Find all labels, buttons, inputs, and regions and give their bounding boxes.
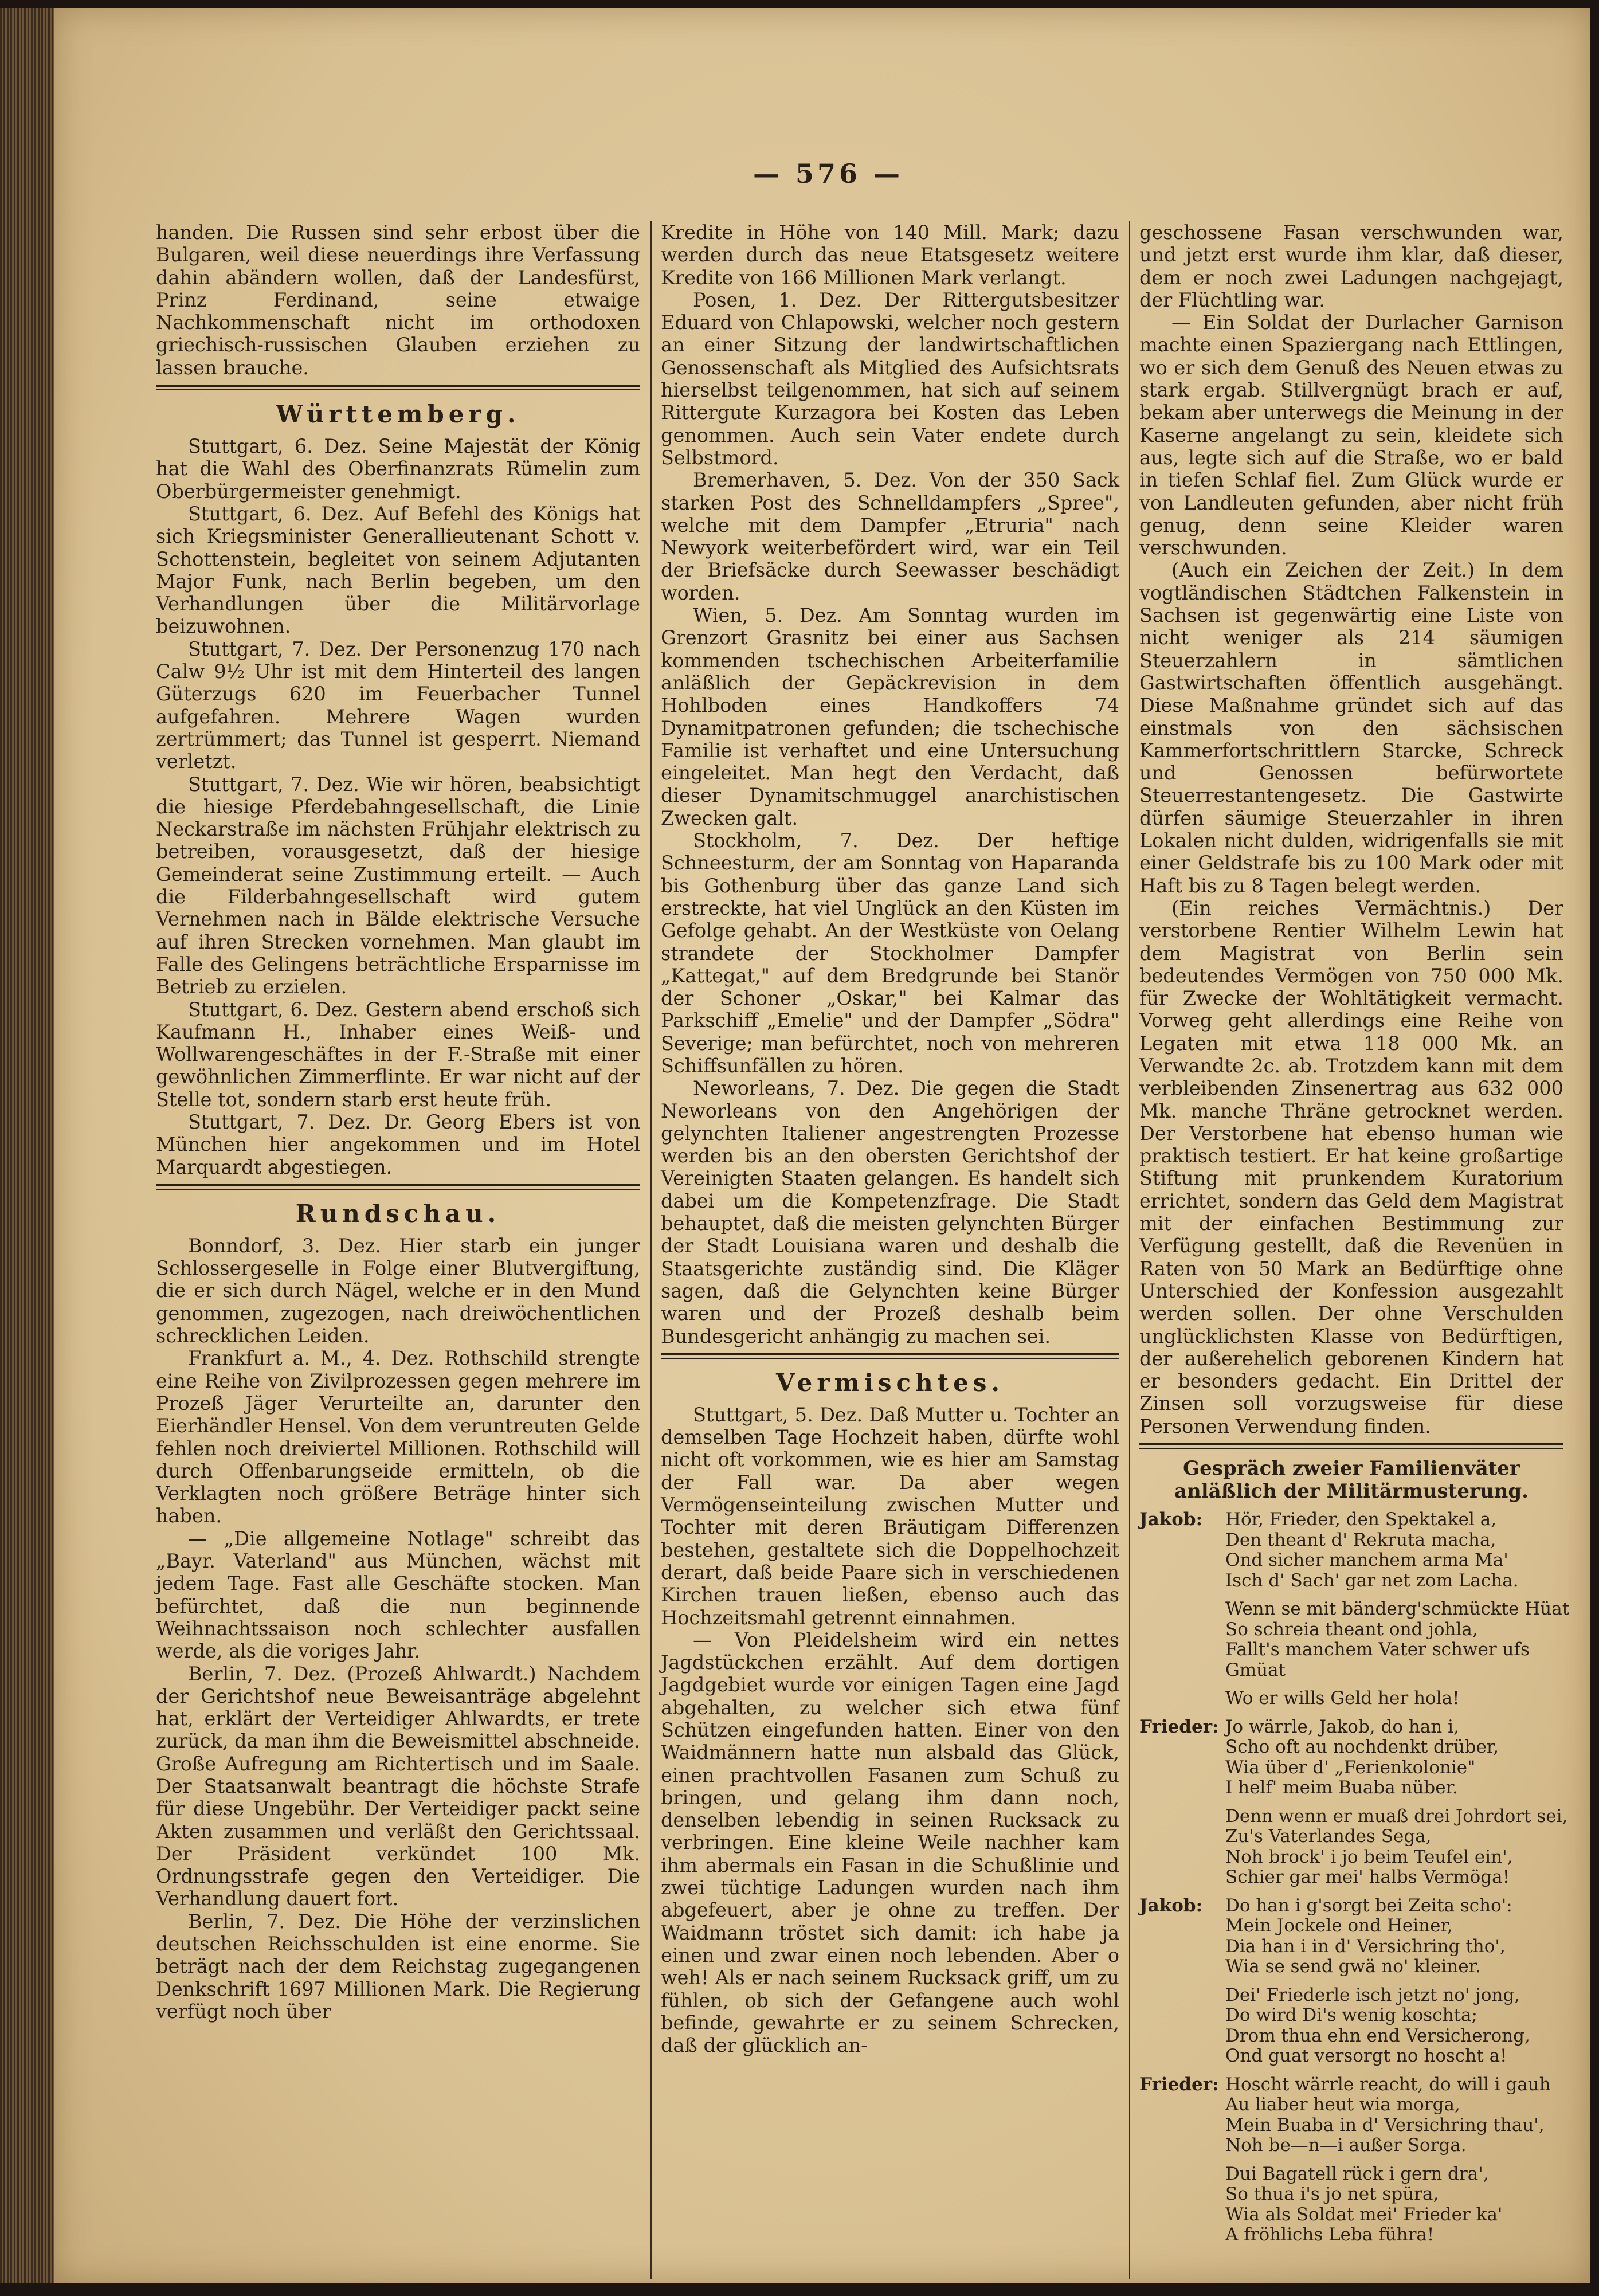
poem-line: Zu's Vaterlandes Sega, xyxy=(1225,1826,1432,1847)
article: Wien, 5. Dez. Am Sonntag wurden im Grenzort Grasnitz bei einer aus Sachsen kommenden tschechischen Arbeiterfamilie anläßlich der Gepäckrevision in dem Hohlboden eines Handkoffers 74 Dynamitpatronen gefunden; die tschechische Familie ist verhaftet und eine Untersuchung eingeleitet. Man hegt den Verdacht, daß dieser Dynamitschmuggel anarchistischen Zwecken galt. xyxy=(661,604,1119,829)
poem-line: Do han i g'sorgt bei Zeita scho': xyxy=(1225,1895,1512,1916)
page-number: — 576 — xyxy=(753,158,904,189)
poem-stanza xyxy=(1225,1717,1567,1799)
poem-line: Hör, Frieder, den Spektakel a, xyxy=(1225,1509,1497,1530)
col3-intro: geschossene Fasan verschwunden war, und jetzt erst wurde ihm klar, daß dieser, dem er noch zwei Ladungen nachgejagt, der Flüchtling war. xyxy=(1139,221,1563,311)
poem-line: Isch d' Sach' gar net zom Lacha. xyxy=(1225,1570,1519,1591)
article: Berlin, 7. Dez. (Prozeß Ahlwardt.) Nachdem der Gerichtshof neue Beweisanträge abgelehnt hat, erklärt der Verteidiger Ahlwardts, er trete zurück, da man ihm die Beweismittel abschneide. Große Aufregung am Richtertisch und im Saale. Der Staatsanwalt beantragt die höchste Strafe für diese Ungebühr. Der Verteidiger packt seine Akten zusammen und verläßt den Gerichtssaal. Der Präsident verkündet 100 Mk. Ordnungsstrafe gegen den Verteidiger. Die Verhandlung dauert fort. xyxy=(156,1662,640,1910)
binding-gutter xyxy=(0,8,54,2283)
poem-line: Gmüat xyxy=(1225,1659,1286,1680)
poem-stanza xyxy=(1225,1510,1569,1591)
poem-line: I helf' meim Buaba nüber. xyxy=(1225,1777,1458,1799)
poem-line: Wenn se mit bänderg'schmückte Hüat xyxy=(1225,1598,1570,1620)
poem-speaker: Frieder: xyxy=(1139,2074,1219,2095)
poem-line: Noh be—n—i außer Sorga. xyxy=(1225,2135,1467,2156)
poem-line: Dia han i in d' Versichring tho', xyxy=(1225,1935,1506,1957)
article: Bonndorf, 3. Dez. Hier starb ein junger Schlossergeselle in Folge einer Blutvergiftung, die er sich durch Nägel, welche er in den Mund genommen, zugezogen, nach dreiwöchentlichen schrecklichen Leiden. xyxy=(156,1234,640,1347)
section-heading-vermischtes: Vermischtes. xyxy=(775,1368,1005,1397)
article: (Auch ein Zeichen der Zeit.) In dem vogtländischen Städtchen Falkenstein in Sachsen ist gegenwärtig eine Liste von nicht weniger als 214 säumigen Steuerzahlern in sämtlichen Gastwirtschaften öffentlich ausgehängt. Diese Maßnahme gründet sich auf das einstmals von den sächsischen Kammerfortschrittlern Starcke, Schreck und Genossen befürwortete Steuerrestantengesetz. Die Gastwirte dürfen säumige Steuerzahler in ihren Lokalen nicht dulden, widrigenfalls sie mit einer Geldstrafe bis zu 100 Mark oder mit Haft bis zu 8 Tagen belegt werden. xyxy=(1139,559,1563,897)
poem-title: Gespräch zweier Familienväter anläßlich der Militärmusterung. xyxy=(1174,1457,1529,1503)
poem-stanza xyxy=(1225,1807,1567,1888)
section-rule xyxy=(156,385,640,390)
poem-line: Au liaber heut wia morga, xyxy=(1225,2094,1460,2115)
article: Berlin, 7. Dez. Die Höhe der verzinslichen deutschen Reichsschulden ist eine enorme. Sie beträgt nach der dem Reichstag zugegangenen Denkschrift 1697 Millionen Mark. Die Regierung verfügt noch über xyxy=(156,1910,640,2023)
poem-part xyxy=(1139,2075,1563,2254)
article: Stockholm, 7. Dez. Der heftige Schneesturm, der am Sonntag von Haparanda bis Gothenburg über das ganze Land sich erstreckte, hat viel Unglück an den Küsten im Gefolge gehabt. An der Westküste von Oelang strandete der Stockholmer Dampfer „Kattegat," auf dem Bredgrunde bei Stanör der Schoner „Oskar," bei Kalmar das Parkschiff „Emelie" und der Dampfer „Södra" Severige; man befürchtet, noch von mehreren Schiffsunfällen zu hören. xyxy=(661,829,1119,1077)
poem-stanza xyxy=(1225,2075,1563,2156)
article: Stuttgart, 7. Dez. Wie wir hören, beabsichtigt die hiesige Pferdebahngesellschaft, die Linie Neckarstraße im nächsten Frühjahr elektrisch zu betreiben, vorausgesetzt, daß der hiesige Gemeinderat seine Zustimmung erteilt. — Auch die Filderbahngesellschaft wird gutem Vernehmen nach in Bälde elektrische Versuche auf ihren Strecken vornehmen. Man glaubt im Falle des Gelingens beträchtliche Ersparnisse im Betrieb zu erzielen. xyxy=(156,773,640,998)
article: Bremerhaven, 5. Dez. Von der 350 Sack starken Post des Schnelldampfers „Spree", welche mit dem Dampfer „Etruria" nach Newyork weiterbefördert wird, war ein Teil der Briefsäcke durch Seewasser beschädigt worden. xyxy=(661,469,1119,604)
column-2 xyxy=(661,221,1119,2056)
article: — Ein Soldat der Durlacher Garnison machte einen Spaziergang nach Ettlingen, wo er sich dem Genuß des Neuen etwas zu stark ergab. Stillvergnügt brach er auf, bekam aber unterwegs die Meinung in der Kaserne angelangt zu sein, kleidete sich aus, legte sich auf die Straße, wo er bald in tiefen Schlaf fiel. Zum Glück wurde er von Landleuten gefunden, aber nicht früh genug, denn seine Kleider waren verschwunden. xyxy=(1139,311,1563,559)
poem-part xyxy=(1139,1509,1570,1717)
section-rule xyxy=(661,1353,1119,1359)
article: — Von Pleidelsheim wird ein nettes Jagdstückchen erzählt. Auf dem dortigen Jagdgebiet wurde vor einigen Tagen eine Jagd abgehalten, zu welcher sich etwa fünf Schützen eingefunden hatten. Einer von den Waidmännern hatte nun alsbald das Glück, einen prachtvollen Fasanen zum Schuß zu bringen, und gelang ihm dann noch, denselben lebendig in seinen Rucksack zu verbringen. Eine kleine Weile nachher kam ihm abermals ein Fasan in die Schußlinie und zwei tüchtige Ladungen wurden nach ihm abgefeuert, aber je ohne zu treffen. Der Waidmann tröstet sich damit: ich habe ja einen und zwar einen noch lebenden. Aber o weh! Als er nach seinem Rucksack griff, um zu fühlen, ob sich der Gefangene auch wohl befinde, gewahrte er zu seinem Schrecken, daß der glücklich an- xyxy=(661,1628,1119,2057)
poem-lines xyxy=(1225,2075,1563,2254)
newspaper-page xyxy=(54,8,1590,2283)
poem-lines xyxy=(1225,1717,1567,1896)
col1-intro: handen. Die Russen sind sehr erbost über die Bulgaren, weil diese neuerdings ihre Verfassung dahin abändern wollen, daß der Landesfürst, Prinz Ferdinand, seine etwaige Nachkommenschaft nicht im orthodoxen griechisch-russischen Glauben erziehen zu lassen brauche. xyxy=(156,221,640,379)
col2-intro: Kredite in Höhe von 140 Mill. Mark; dazu werden durch das neue Etatsgesetz weitere Kredite von 166 Millionen Mark verlangt. xyxy=(661,221,1119,289)
poem-part xyxy=(1139,1896,1563,2075)
article: — „Die allgemeine Notlage" schreibt das „Bayr. Vaterland" aus München, wächst mit jedem Tage. Fast alle Geschäfte stocken. Man befürchtet, daß die nun beginnende Weihnachtssaison noch schlechter ausfallen werde, als die voriges Jahr. xyxy=(156,1527,640,1663)
poem-speaker: Jakob: xyxy=(1139,1509,1203,1530)
poem-line: Drom thua ehn end Versicherong, xyxy=(1225,2025,1530,2046)
poem-line: Do wird Di's wenig koschta; xyxy=(1225,2005,1477,2026)
article: Stuttgart, 6. Dez. Seine Majestät der König hat die Wahl des Oberfinanzrats Rümelin zum Oberbürgermeister genehmigt. xyxy=(156,435,640,503)
poem-lines xyxy=(1225,1510,1569,1717)
section-rule xyxy=(1139,1443,1563,1449)
poem-speaker: Frieder: xyxy=(1139,1716,1219,1737)
poem-stanza xyxy=(1225,1599,1569,1680)
poem-line: Wo er wills Geld her hola! xyxy=(1225,1688,1460,1709)
poem-line: So thua i's jo net spüra, xyxy=(1225,2184,1439,2205)
section-heading-wuerttemberg: Württemberg. xyxy=(276,400,520,429)
poem-line: Den theant d' Rekruta macha, xyxy=(1225,1529,1496,1550)
poem-line: Scho oft au nochdenkt drüber, xyxy=(1225,1737,1499,1758)
article: Stuttgart, 7. Dez. Der Personenzug 170 nach Calw 9½ Uhr ist mit dem Hinterteil des langen Güterzugs 620 im Feuerbacher Tunnel aufgefahren. Mehrere Wagen wurden zertrümmert; das Tunnel ist gesperrt. Niemand verletzt. xyxy=(156,637,640,773)
poem-line: Hoscht wärrle reacht, do will i gauh xyxy=(1225,2074,1551,2095)
poem-line: Ond sicher manchem arma Ma' xyxy=(1225,1550,1508,1571)
poem-line: A fröhlichs Leba führa! xyxy=(1225,2224,1435,2246)
poem-line: Mein Jockele ond Heiner, xyxy=(1225,1915,1453,1937)
poem-line: Denn wenn er muaß drei Johrdort sei, xyxy=(1225,1805,1568,1827)
article: Stuttgart, 5. Dez. Daß Mutter u. Tochter an demselben Tage Hochzeit haben, dürfte wohl nicht oft vorkommen, wie es hier am Samstag der Fall war. Da aber wegen Vermögenseinteilung zwischen Mutter und Tochter mit deren Bräutigam Differenzen bestehen, gestaltete sich die Doppelhochzeit derart, daß beide Paare sich in verschiedenen Kirchen trauen ließen, ebenso auch das Hochzeitsmahl getrennt einnahmen. xyxy=(661,1403,1119,1629)
article: (Ein reiches Vermächtnis.) Der verstorbene Rentier Wilhelm Lewin hat dem Magistrat von Berlin sein bedeutendes Vermögen von 750 000 Mk. für Zwecke der Wohltätigkeit vermacht. Vorweg geht allerdings eine Reihe von Legaten mit etwa 118 000 Mk. an Verwandte 2c. ab. Trotzdem kann mit dem verbleibenden Zinsenertrag aus 632 000 Mk. manche Thräne getrocknet werden. Der Verstorbene hat ebenso human wie praktisch testiert. Er hat keine großartige Stiftung mit prunkendem Kuratorium errichtet, sondern das Geld dem Magistrat mit der einfachen Bestimmung zur Verfügung gestellt, daß die Revenüen in Raten von 50 Mark an Bedürftige ohne Unterschied der Konfession ausgezahlt werden sollen. Der ohne Verschulden unglücklichsten Klasse von Bedürftigen, der außerehelich geborenen Kindern hat er besonders gedacht. Ein Drittel der Zinsen soll vorzugsweise für diese Personen Verwendung finden. xyxy=(1139,896,1563,1437)
poem-speaker: Jakob: xyxy=(1139,1895,1203,1916)
poem-line: Schier gar mei' halbs Vermöga! xyxy=(1225,1867,1510,1888)
article: Stuttgart, 6. Dez. Auf Befehl des Königs hat sich Kriegsminister Generallieutenant Schott v. Schottenstein, begleitet von seinem Adjutanten Major Funk, nach Berlin begeben, um den Verhandlungen über die Militärvorlage beizuwohnen. xyxy=(156,502,640,638)
article: Neworleans, 7. Dez. Die gegen die Stadt Neworleans von den Angehörigen der gelynchten Italiener angestrengten Prozesse werden bis an den obersten Gerichtshof der Vereinigten Staaten gelangen. Es handelt sich dabei um die Kompetenzfrage. Die Stadt behauptet, daß die meisten gelynchten Bürger der Stadt Louisiana waren und deshalb die Staatsgerichte zuständig sind. Die Kläger sagen, daß die Gelynchten keine Bürger waren und der Prozeß deshalb beim Bundesgericht anhängig zu machen sei. xyxy=(661,1077,1119,1347)
column-divider xyxy=(1129,221,1130,2279)
column-3 xyxy=(1139,221,1570,2254)
poem-line: Dui Bagatell rück i gern dra', xyxy=(1225,2163,1489,2184)
poem-lines xyxy=(1225,1896,1563,2075)
poem-line: Wia als Soldat mei' Frieder ka' xyxy=(1225,2204,1503,2225)
poem-line: Wia über d' „Ferienkolonie" xyxy=(1225,1757,1476,1778)
poem-line: Fallt's manchem Vater schwer ufs xyxy=(1225,1639,1530,1660)
poem-dialogue xyxy=(1139,1509,1570,2254)
poem-part xyxy=(1139,1716,1568,1896)
poem-line: Jo wärrle, Jakob, do han i, xyxy=(1225,1716,1459,1737)
poem-line: So schreia theant ond johla, xyxy=(1225,1619,1478,1640)
section-heading-rundschau: Rundschau. xyxy=(295,1199,501,1228)
poem-line: Wia se send gwä no' kleiner. xyxy=(1225,1956,1481,1977)
poem-stanza xyxy=(1225,1985,1563,2067)
section-rule xyxy=(156,1184,640,1190)
poem-line: Ond guat versorgt no hoscht a! xyxy=(1225,2046,1507,2067)
article: Frankfurt a. M., 4. Dez. Rothschild strengte eine Reihe von Zivilprozessen gegen mehrere im Prozeß Jäger Verurteilte an, darunter den Eierhändler Hensel. Von dem veruntreuten Gelde fehlen noch dreiviertel Millionen. Rothschild will durch Offenbarungseide ermitteln, ob die Verklagten noch größere Beträge hinter sich haben. xyxy=(156,1347,640,1527)
article: Stuttgart, 7. Dez. Dr. Georg Ebers ist von München hier angekommen und im Hotel Marquardt abgestiegen. xyxy=(156,1110,640,1178)
poem-line: Noh brock' i jo beim Teufel ein', xyxy=(1225,1846,1513,1867)
column-divider xyxy=(650,221,652,2279)
poem-line: Mein Buaba in d' Versichring thau', xyxy=(1225,2114,1545,2136)
article: Stuttgart, 6. Dez. Gestern abend erschoß sich Kaufmann H., Inhaber eines Weiß- und Wollwarengeschäftes in der F.-Straße mit einer gewöhnlichen Zimmerflinte. Er war nicht auf der Stelle tot, sondern starb erst heute früh. xyxy=(156,998,640,1111)
poem-stanza xyxy=(1225,1896,1563,1977)
poem-line: Dei' Friederle isch jetzt no' jong, xyxy=(1225,1984,1520,2005)
article: Posen, 1. Dez. Der Rittergutsbesitzer Eduard von Chlapowski, welcher noch gestern an einer Sitzung der landwirtschaftlichen Genossenschaft als Mitglied des Aufsichtsrats hierselbst teilgenommen, hat sich auf seinem Rittergute Kurzagora bei Kosten das Leben genommen. Auch sein Vater endete durch Selbstmord. xyxy=(661,288,1119,469)
poem-stanza xyxy=(1225,1688,1569,1709)
column-1 xyxy=(156,221,640,2023)
poem-stanza xyxy=(1225,2164,1563,2246)
